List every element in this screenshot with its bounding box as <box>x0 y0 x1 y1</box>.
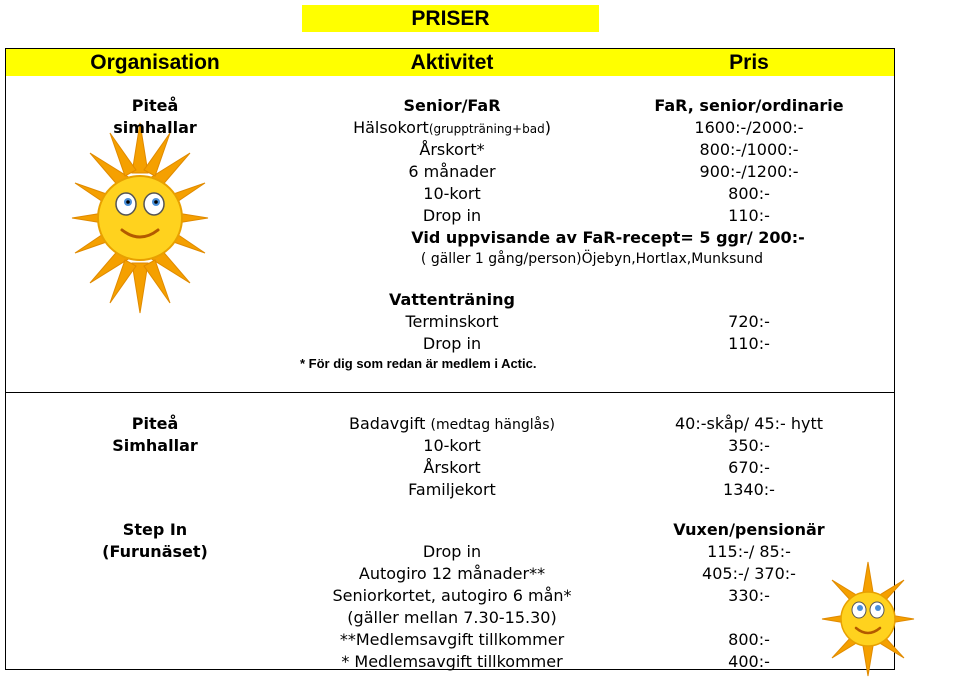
s1-act-arskort: Årskort* <box>419 140 485 159</box>
s3-act-galler: (gäller mellan 7.30-15.30) <box>347 608 557 627</box>
s3-price-dropin: 115:-/ 85:- <box>707 542 791 561</box>
page-title: PRISER <box>302 5 599 32</box>
s3-act-dropin: Drop in <box>422 542 482 561</box>
s1-far-sub: ( gäller 1 gång/person)Öjebyn,Hortlax,Munksund <box>420 251 764 267</box>
s3-price-medlem2: 800:- <box>728 630 770 649</box>
sun-illustration-small <box>820 560 916 678</box>
s1-vatten-heading: Vattenträning <box>389 290 515 309</box>
s1-price-dropin: 110:- <box>728 206 770 225</box>
s3-price-autogiro: 405:-/ 370:- <box>702 564 796 583</box>
s1-act-halso-close: ) <box>544 118 551 137</box>
s3-act-senior: Seniorkortet, autogiro 6 mån* <box>332 586 572 605</box>
s2-price-arskort: 670:- <box>728 458 770 477</box>
s1-actic-note: * För dig som redan är medlem i Actic. <box>300 356 537 371</box>
header-organisation: Organisation <box>90 51 220 74</box>
s1-org-line2: simhallar <box>113 118 197 137</box>
s1-vatten-terminskort: Terminskort <box>405 312 499 331</box>
s1-act-6man: 6 månader <box>408 162 496 181</box>
s3-act-autogiro: Autogiro 12 månader** <box>358 564 546 583</box>
s3-price-heading: Vuxen/pensionär <box>673 520 825 539</box>
s2-price-familjekort: 1340:- <box>723 480 775 499</box>
s2-price-10kort: 350:- <box>728 436 770 455</box>
s1-act-halsokort <box>353 117 551 140</box>
s2-org-line2: Simhallar <box>112 436 198 455</box>
header-pris: Pris <box>729 51 769 74</box>
s3-act-medlem2: **Medlemsavgift tillkommer <box>339 630 565 649</box>
s1-act-halso-small: (gruppträning+bad <box>428 122 545 136</box>
s1-far-note: Vid uppvisande av FaR-recept= 5 ggr/ 200:- <box>411 228 805 247</box>
s1-price-heading: FaR, senior/ordinarie <box>654 96 844 115</box>
s2-act-badavgift <box>349 413 555 436</box>
s2-org-line1: Piteå <box>131 414 179 433</box>
s1-price-10kort: 800:- <box>728 184 770 203</box>
s2-act-arskort: Årskort <box>423 458 481 477</box>
s1-price-6man: 900:-/1200:- <box>699 162 799 181</box>
s1-vatten-price-termin: 720:- <box>728 312 770 331</box>
s2-act-10kort: 10-kort <box>423 436 481 455</box>
s1-price-arskort: 800:-/1000:- <box>699 140 799 159</box>
s1-price-halsokort: 1600:-/2000:- <box>694 118 804 137</box>
s1-org-line1: Piteå <box>131 96 179 115</box>
sun-illustration-large <box>70 118 210 318</box>
s2-price-bad: 40:-skåp/ 45:- hytt <box>674 414 824 433</box>
header-aktivitet: Aktivitet <box>410 51 494 74</box>
sun-face <box>98 176 182 260</box>
s2-act-familjekort: Familjekort <box>408 480 496 499</box>
s3-act-medlem1: * Medlemsavgift tillkommer <box>341 652 563 671</box>
s1-act-halso-main: Hälsokort <box>353 118 429 137</box>
s1-act-heading: Senior/FaR <box>403 96 501 115</box>
s3-org-line1: Step In <box>122 520 188 539</box>
s1-act-dropin: Drop in <box>422 206 482 225</box>
s3-price-senior: 330:- <box>728 586 770 605</box>
s3-price-medlem1: 400:- <box>728 652 770 671</box>
s1-vatten-price-dropin: 110:- <box>728 334 770 353</box>
s1-act-10kort: 10-kort <box>423 184 481 203</box>
s1-vatten-dropin: Drop in <box>422 334 482 353</box>
s2-act-badavgift-main: Badavgift <box>349 414 426 433</box>
s2-act-badavgift-small: (medtag hänglås) <box>430 417 555 433</box>
s3-org-line2: (Furunäset) <box>102 542 208 561</box>
section-divider <box>6 392 894 393</box>
